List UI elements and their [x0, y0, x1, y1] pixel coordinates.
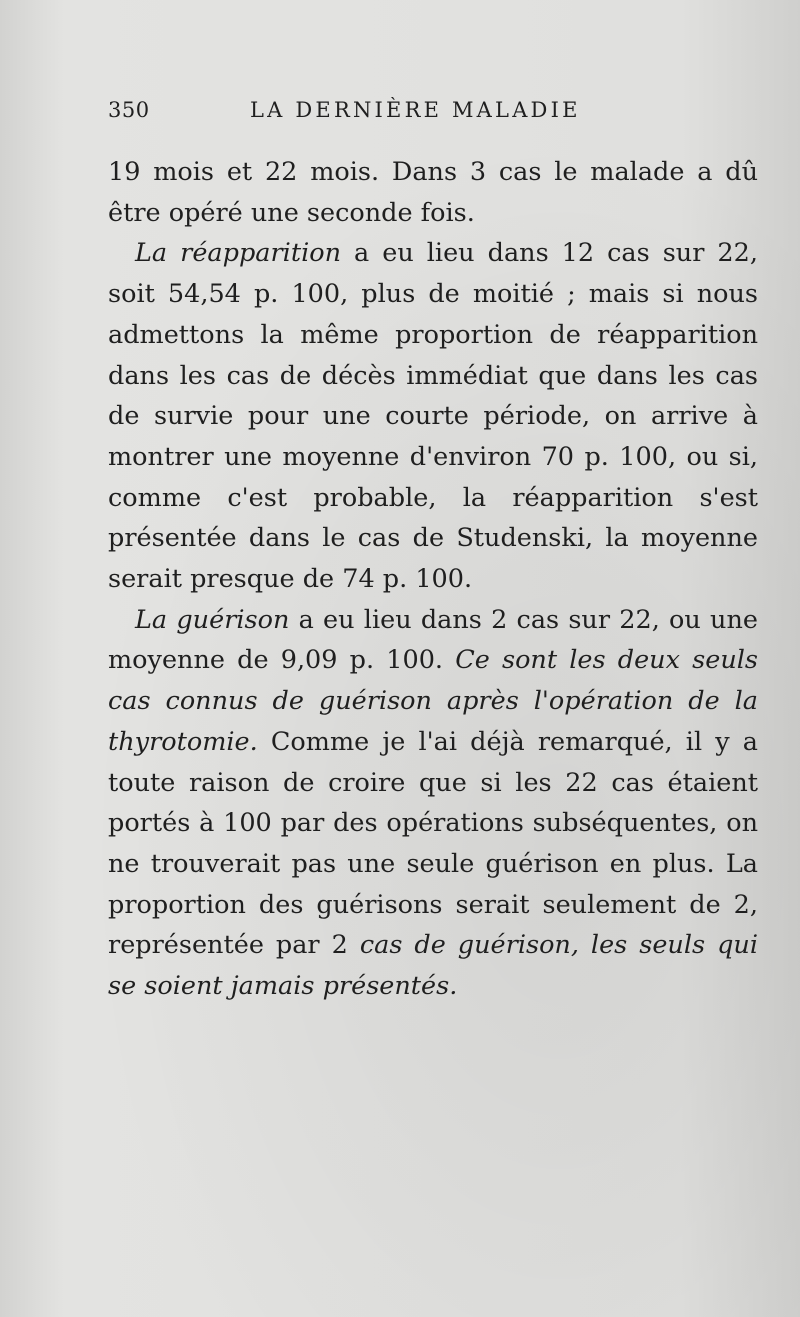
paragraph-text: a eu lieu dans 2 cas sur 22, ou une moyenne de 9,09 p. 100. — [108, 604, 758, 676]
italic-emphasis: Ce sont les deux seuls cas connus de guérison après l'opération de la thyrotomie. — [108, 645, 758, 757]
paragraph-text: Comme je l'ai déjà remarqué, il y a toute raison de croire que si les 22 cas étaient portés à 100 par des opérations subséquentes, on ne trouverait pas une seule guérison en plus. La proportion des guérisons serait seulement de 2, représentée par 2 — [108, 726, 758, 961]
page-number: 350 — [108, 98, 150, 122]
italic-lead: La guérison — [135, 604, 290, 635]
paragraph-text: a eu lieu dans 12 cas sur 22, soit 54,54 p. 100, plus de moitié ; mais si nous admettons la même proportion de réapparition dans les cas de décès immédiat que dans les cas de survie pour une courte période, on arrive à montrer une moyenne d'environ 70 p. 100, ou si, comme c'est probable, la réapparition s'est présentée dans le cas de Studenski, la moyenne serait presque de 74 p. 100. — [108, 238, 758, 595]
paragraph-text: 19 mois et 22 mois. Dans 3 cas le malade a dû être opéré une seconde fois. — [108, 157, 758, 228]
page-header — [108, 98, 756, 132]
italic-emphasis-end: cas de guérison, les seuls qui se soient jamais présentés. — [108, 930, 758, 1002]
paragraph-reapparition — [108, 233, 758, 599]
italic-lead: La réapparition — [135, 238, 342, 269]
paragraph-guerison — [108, 600, 758, 1007]
body-text — [108, 152, 758, 1007]
running-title: LA DERNIÈRE MALADIE — [250, 98, 581, 122]
paragraph-continuation — [108, 152, 758, 233]
